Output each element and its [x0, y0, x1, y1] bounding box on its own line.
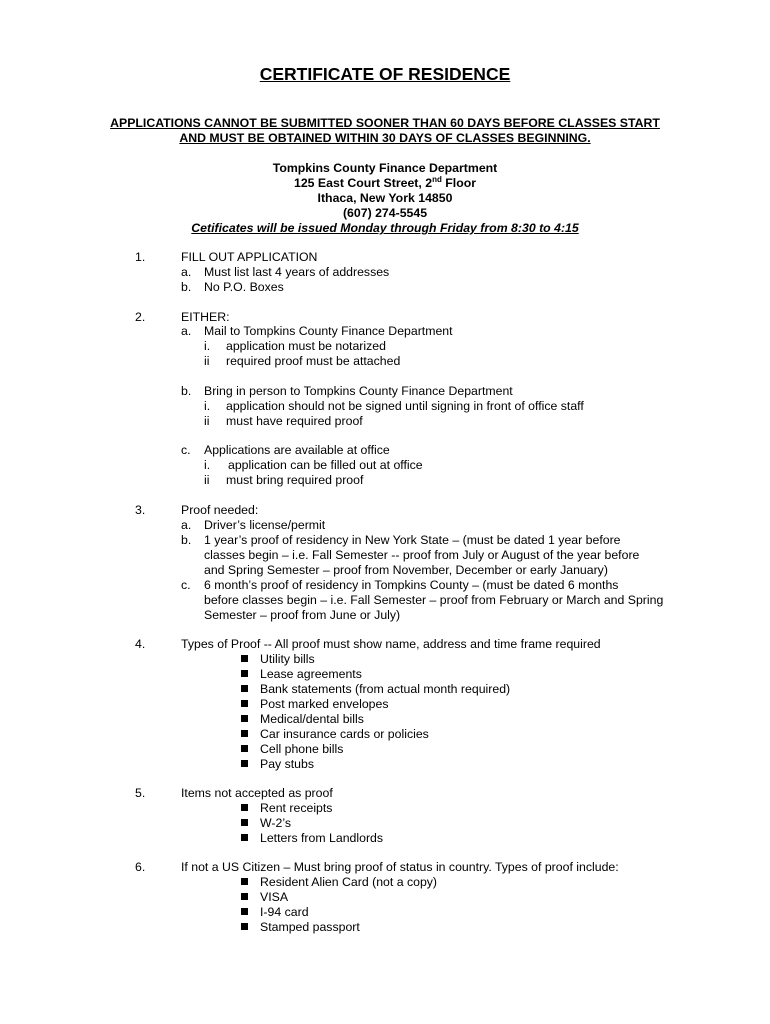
- list-item: and Spring Semester – proof from November, December or early January): [204, 563, 608, 577]
- bullet-icon: [241, 878, 248, 885]
- document-title: CERTIFICATE OF RESIDENCE: [259, 64, 511, 84]
- warning-line-1: APPLICATIONS CANNOT BE SUBMITTED SOONER THAN 60 DAYS BEFORE CLASSES START: [110, 116, 660, 130]
- bullet-icon: [241, 670, 248, 677]
- list-mark: b.: [181, 533, 192, 547]
- bullet-icon: [241, 893, 248, 900]
- item-2-heading: EITHER:: [181, 310, 230, 324]
- bullet-icon: [241, 715, 248, 722]
- warning-line-2: AND MUST BE OBTAINED WITHIN 30 DAYS OF CLASSES BEGINNING.: [179, 131, 591, 145]
- bullet-item: Utility bills: [260, 652, 315, 666]
- bullet-item: Car insurance cards or policies: [260, 727, 429, 741]
- bullet-item: W-2’s: [260, 816, 291, 830]
- list-item: 1 year’s proof of residency in New York State – (must be dated 1 year before: [204, 533, 621, 547]
- office-phone: (607) 274-5545: [342, 206, 428, 220]
- office-name: Tompkins County Finance Department: [272, 161, 498, 175]
- list-mark: ii: [204, 473, 210, 487]
- item-number: 2.: [135, 310, 146, 324]
- office-street: [0, 176, 770, 190]
- item-number: 5.: [135, 786, 146, 800]
- list-mark: i.: [204, 458, 211, 472]
- bullet-item: Post marked envelopes: [260, 697, 389, 711]
- bullet-icon: [241, 908, 248, 915]
- bullet-item: Lease agreements: [260, 667, 362, 681]
- list-item: Must list last 4 years of addresses: [204, 265, 390, 279]
- bullet-item: Medical/dental bills: [260, 712, 364, 726]
- bullet-item: Cell phone bills: [260, 742, 344, 756]
- bullet-item: I-94 card: [260, 905, 309, 919]
- bullet-item: Stamped passport: [260, 920, 360, 934]
- bullet-icon: [241, 923, 248, 930]
- bullet-item: Pay stubs: [260, 757, 314, 771]
- item-3-heading: Proof needed:: [181, 503, 259, 517]
- list-item: No P.O. Boxes: [204, 280, 284, 294]
- bullet-icon: [241, 834, 248, 841]
- list-mark: b.: [181, 280, 192, 294]
- office-hours-text: Cetificates will be issued Monday through Friday from 8:30 to 4:15: [191, 221, 579, 235]
- bullet-item: Bank statements (from actual month required): [260, 682, 511, 696]
- item-number: 4.: [135, 637, 146, 651]
- list-item: application should not be signed until signing in front of office staff: [226, 399, 584, 413]
- list-item: must bring required proof: [226, 473, 364, 487]
- list-mark: a.: [181, 265, 192, 279]
- list-mark: c.: [181, 578, 191, 592]
- list-item: before classes begin – i.e. Fall Semester – proof from February or March and Spring: [204, 593, 664, 607]
- list-item: application can be filled out at office: [228, 458, 423, 472]
- office-street-text: 125 East Court Street, 2: [294, 176, 433, 190]
- bullet-icon: [241, 685, 248, 692]
- office-street-sup: nd: [432, 175, 442, 184]
- list-mark: i.: [204, 399, 211, 413]
- list-mark: b.: [181, 384, 192, 398]
- bullet-item: VISA: [260, 890, 289, 904]
- list-item: 6 month’s proof of residency in Tompkins County – (must be dated 6 months: [204, 578, 619, 592]
- list-item: Mail to Tompkins County Finance Department: [204, 324, 453, 338]
- item-1-heading: FILL OUT APPLICATION: [181, 250, 318, 264]
- list-mark: i.: [204, 339, 211, 353]
- item-6-heading: If not a US Citizen – Must bring proof of status in country. Types of proof include:: [181, 860, 619, 874]
- bullet-icon: [241, 655, 248, 662]
- bullet-icon: [241, 730, 248, 737]
- list-mark: c.: [181, 443, 191, 457]
- list-mark: a.: [181, 324, 192, 338]
- list-item: Applications are available at office: [204, 443, 390, 457]
- bullet-icon: [241, 760, 248, 767]
- office-hours: [0, 221, 770, 235]
- item-5-heading: Items not accepted as proof: [181, 786, 333, 800]
- bullet-icon: [241, 745, 248, 752]
- list-item: Semester – proof from June or July): [204, 608, 401, 622]
- item-number: 6.: [135, 860, 146, 874]
- bullet-icon: [241, 700, 248, 707]
- bullet-item: Resident Alien Card (not a copy): [260, 875, 438, 889]
- bullet-item: Letters from Landlords: [260, 831, 384, 845]
- bullet-icon: [241, 804, 248, 811]
- list-item: Bring in person to Tompkins County Finance Department: [204, 384, 513, 398]
- office-city: Ithaca, New York 14850: [317, 191, 453, 205]
- bullet-icon: [241, 819, 248, 826]
- bullet-item: Rent receipts: [260, 801, 333, 815]
- list-item: classes begin – i.e. Fall Semester -- proof from July or August of the year before: [204, 548, 640, 562]
- list-item: required proof must be attached: [226, 354, 401, 368]
- list-item: must have required proof: [226, 414, 363, 428]
- list-item: Driver’s license/permit: [204, 518, 326, 532]
- list-mark: ii: [204, 414, 210, 428]
- item-number: 3.: [135, 503, 146, 517]
- list-mark: a.: [181, 518, 192, 532]
- item-number: 1.: [135, 250, 146, 264]
- item-4-heading: Types of Proof -- All proof must show name, address and time frame required: [181, 637, 601, 651]
- list-item: application must be notarized: [226, 339, 386, 353]
- list-mark: ii: [204, 354, 210, 368]
- office-street-floor: Floor: [441, 176, 476, 190]
